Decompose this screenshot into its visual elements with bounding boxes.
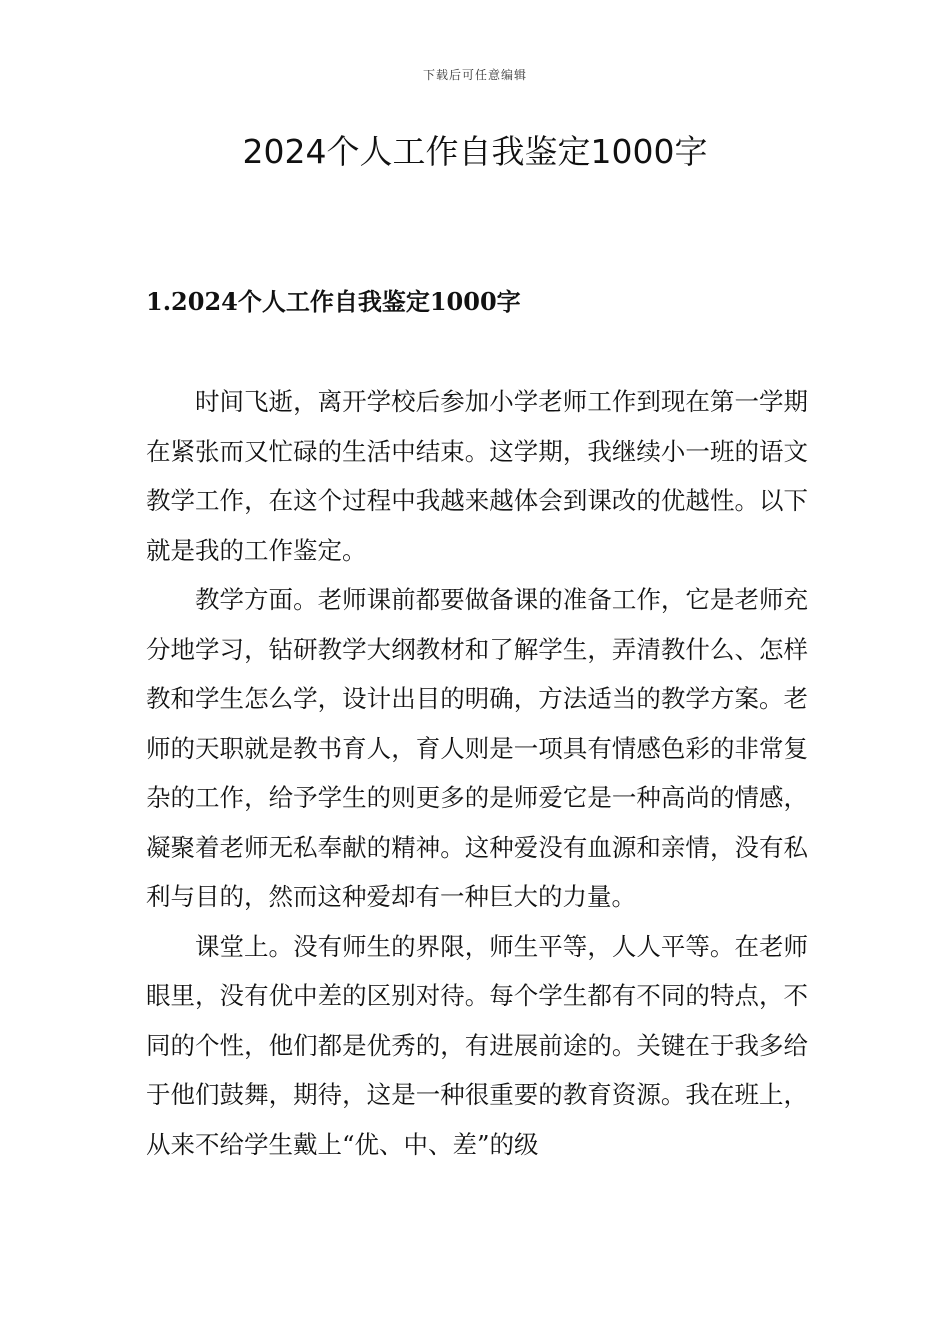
section-heading: 1.2024个人工作自我鉴定1000字	[146, 287, 521, 316]
document-body	[146, 377, 808, 1169]
document-title: 2024个人工作自我鉴定1000字	[242, 132, 708, 171]
paragraph-1: 时间飞逝，离开学校后参加小学老师工作到现在第一学期在紧张而又忙碌的生活中结束。这学期，我继续小一班的语文教学工作，在这个过程中我越来越体会到课改的优越性。以下就是我的工作鉴定。	[146, 387, 808, 565]
paragraph-2: 教学方面。老师课前都要做备课的准备工作，它是老师充分地学习，钻研教学大纲教材和了解学生，弄清教什么、怎样教和学生怎么学，设计出目的明确，方法适当的教学方案。老师的天职就是教书育人，育人则是一项具有情感色彩的非常复杂的工作，给予学生的则更多的是师爱它是一种高尚的情感，凝聚着老师无私奉献的精神。这种爱没有血源和亲情，没有私利与目的，然而这种爱却有一种巨大的力量。	[146, 585, 808, 911]
paragraph-3: 课堂上。没有师生的界限，师生平等，人人平等。在老师眼里，没有优中差的区别对待。每个学生都有不同的特点，不同的个性，他们都是优秀的，有进展前途的。关键在于我多给于他们鼓舞，期待，这是一种很重要的教育资源。我在班上，从来不给学生戴上“优、中、差”的级	[146, 931, 808, 1159]
header-note: 下载后可任意编辑	[422, 68, 527, 82]
